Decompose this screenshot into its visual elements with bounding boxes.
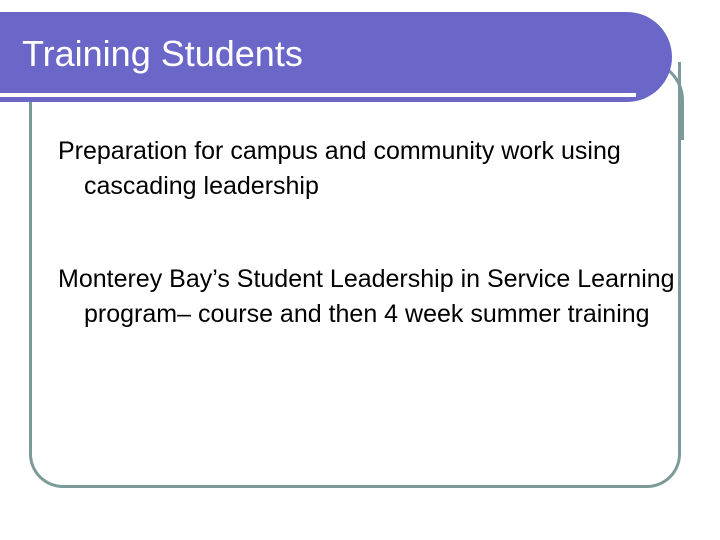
title-underline <box>0 93 636 97</box>
bullet-item: Monterey Bay’s Student Leadership in Service Learning program– course and then 4 week summer training <box>58 265 675 328</box>
slide-title: Training Students <box>22 33 303 74</box>
bullet-item: Preparation for campus and community work using cascading leadership <box>58 137 621 200</box>
